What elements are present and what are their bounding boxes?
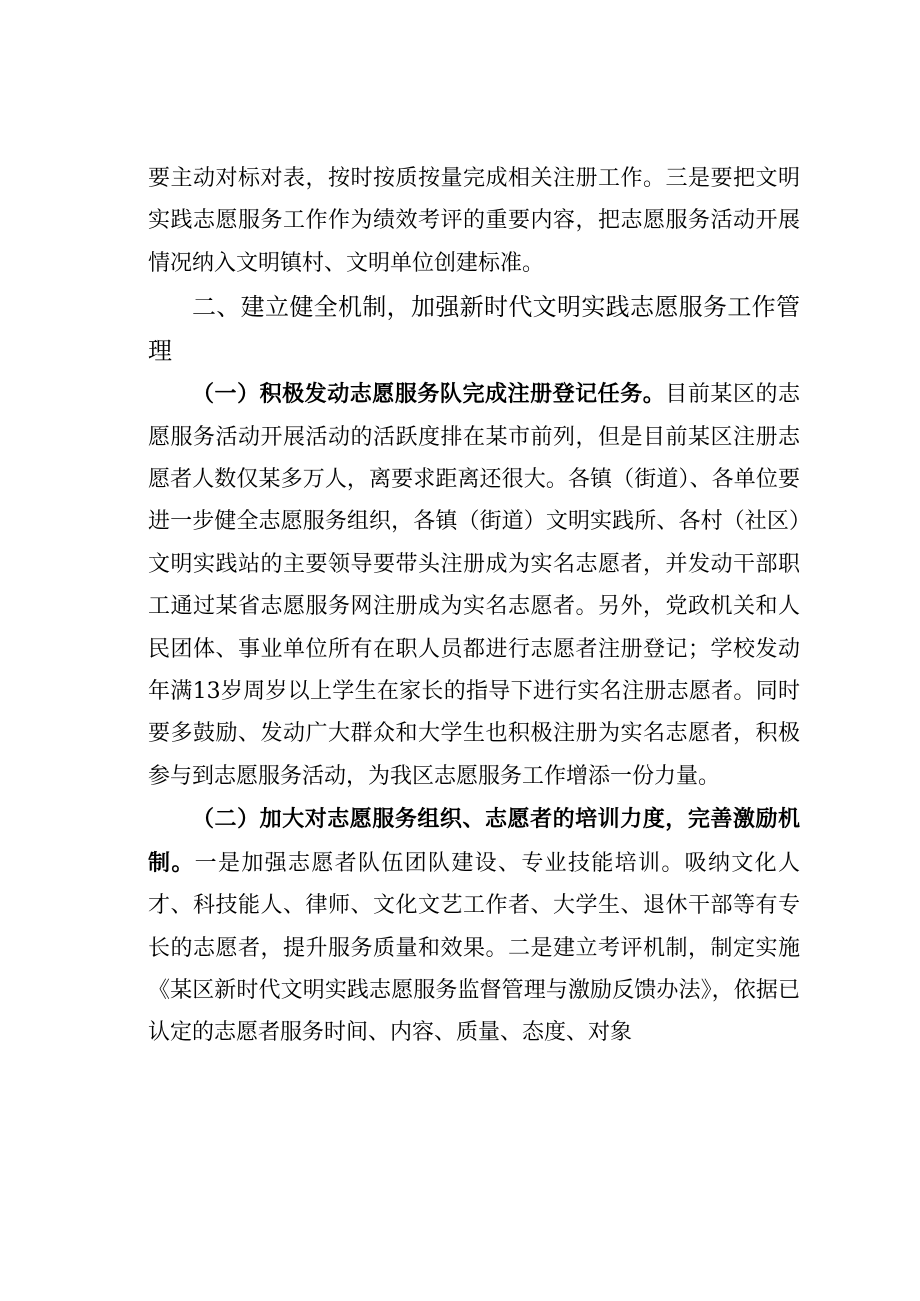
item-1-body: 目前某区的志愿服务活动开展活动的活跃度排在某市前列，但是目前某区注册志愿者人数仅某多万人，离要求距离还很大。各镇（街道）、各单位要进一步健全志愿服务组织，各镇（街道）文明实践所、各村（社区）文明实践站的主要领导要带头注册成为实名志愿者，并发动干部职工通过某省志愿服务网注册成为实名志愿者。另外，党政机关和人民团体、事业单位所有在职人员都进行志愿者注册登记；学校发动年满13岁周岁以上学生在家长的指导下进行实名注册志愿者。同时要多鼓励、发动广大群众和大学生也积极注册为实名志愿者，积极参与到志愿服务活动，为我区志愿服务工作增添一份力量。 [148,382,800,789]
paragraph-continuation: 要主动对标对表，按时按质按量完成相关注册工作。三是要把文明实践志愿服务工作作为绩效考评的重要内容，把志愿服务活动开展情况纳入文明镇村、文明单位创建标准。 [148,166,800,276]
paragraph-item-1 [148,373,800,798]
item-2-body: 一是加强志愿者队伍团队建设、专业技能培训。吸纳文化人才、科技能人、律师、文化文艺工作者、大学生、退休干部等有专长的志愿者，提升服务质量和效果。二是建立考评机制，制定实施《某区新时代文明实践志愿服务监督管理与激励反馈办法》，依据已认定的志愿者服务时间、内容、质量、态度、对象 [148,850,800,1046]
item-2-lead: （二）加大对志愿服务组织、志愿者的培训力度，完善激励机制。 [148,806,800,876]
document-page [148,158,800,1055]
item-1-lead: （一）积极发动志愿服务队完成注册登记任务。 [192,381,666,408]
section-heading: 二、建立健全机制，加强新时代文明实践志愿服务工作管理 [148,293,800,366]
paragraph-item-2 [148,798,800,1054]
